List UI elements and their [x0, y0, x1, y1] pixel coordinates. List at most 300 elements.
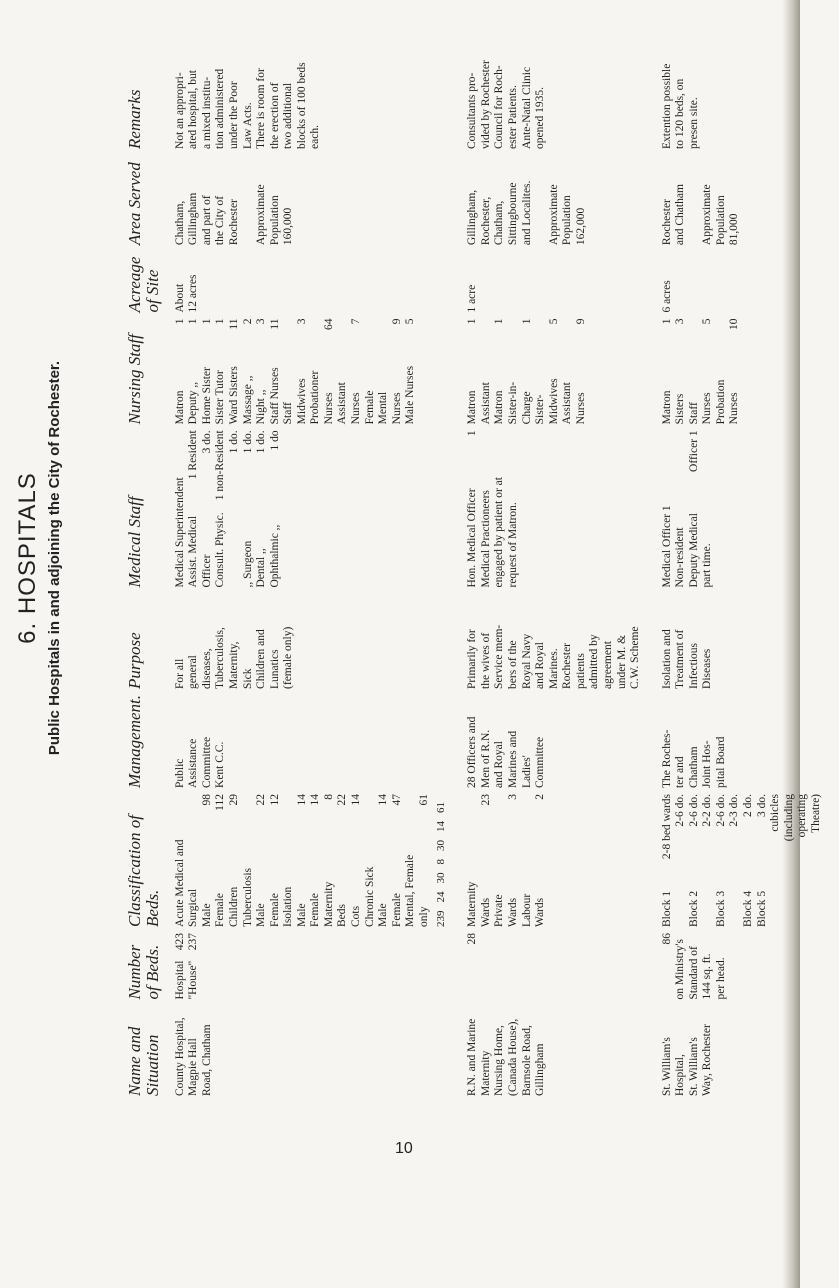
- pair-value: 98: [200, 793, 213, 806]
- cell-line: ated hospital, but: [187, 70, 200, 149]
- cell-management: [464, 691, 658, 790]
- cell-line: Gillingham,: [466, 189, 479, 246]
- cell-pair: [507, 319, 521, 425]
- pair-label: Chronic Sick: [363, 866, 376, 927]
- pair-label: only: [417, 906, 430, 927]
- pair-label: Sisters: [674, 393, 687, 425]
- pair-value: 28: [466, 932, 479, 945]
- cell-line: admitted by: [588, 634, 601, 689]
- cell-line: Ladies': [520, 755, 533, 788]
- cell-area-served: [464, 151, 658, 247]
- pair-label: Assist. Medical: [187, 515, 200, 588]
- cell-pair: [269, 319, 283, 425]
- cell-pair: [187, 933, 201, 1000]
- pair-label: [674, 924, 688, 927]
- cell-pair: [255, 430, 269, 587]
- pair-label: Massage ,,: [241, 375, 254, 425]
- cell-pair: [507, 430, 521, 587]
- cell-line: Rochester,: [479, 196, 492, 246]
- pair-label: Isolation: [282, 886, 295, 927]
- cell-line: Population: [561, 195, 574, 246]
- cell-area-served: [172, 151, 465, 247]
- cell-line: Chatham,: [173, 200, 186, 246]
- cell-pair: [796, 794, 810, 927]
- cell-line: the erection of: [268, 82, 281, 149]
- cell-line: blocks of 100 beds: [295, 62, 308, 149]
- cell-pair: [742, 794, 756, 927]
- cell-line: Primarily for: [466, 629, 479, 689]
- cell-line: Children and: [255, 629, 268, 689]
- pair-label: Female: [268, 893, 281, 927]
- cell-line: St. William's: [660, 1037, 673, 1096]
- cell-line: presen site.: [687, 97, 700, 149]
- cell-line: Rochester: [227, 199, 240, 246]
- pair-label: Female: [363, 390, 376, 425]
- pair-label: Labour: [520, 893, 533, 927]
- pair-value: 3: [255, 318, 268, 325]
- table-row: [659, 28, 839, 1098]
- cell-pair: [521, 794, 535, 927]
- pair-value: 12: [268, 793, 281, 806]
- cell-pair: [404, 319, 418, 425]
- rotated-page: [8, 8, 822, 1108]
- pair-value: 2: [241, 318, 254, 325]
- cell-nursing-staff: [464, 315, 658, 427]
- cell-line: Isolation and: [660, 629, 673, 689]
- cell-pair: [701, 430, 715, 587]
- cell-line: Gillingham: [534, 1043, 547, 1096]
- cell-line: R.N. and Marine: [466, 1018, 479, 1096]
- pair-value: 1 do.: [255, 430, 268, 454]
- cell-pair: [701, 794, 715, 927]
- cell-pair: [255, 319, 269, 425]
- cell-line: Extention possible: [660, 63, 673, 149]
- pair-label: Assistant: [561, 382, 574, 425]
- pair-value: Officer 1: [687, 430, 700, 472]
- cell-line: Approximate: [547, 184, 560, 246]
- pair-label: Children: [227, 886, 240, 927]
- pair-label: Male: [200, 903, 213, 927]
- cell-pair: [377, 319, 391, 425]
- cell-line: Kent C.C.: [214, 741, 227, 788]
- cell-pair: [661, 319, 675, 425]
- cell-line: pital Board: [714, 736, 727, 788]
- pair-label: engaged by patient or at: [493, 477, 506, 588]
- cell-area-served: [659, 151, 839, 247]
- cell-pair: [466, 430, 480, 587]
- pair-label: [810, 924, 824, 927]
- cell-line: Assistance: [187, 738, 200, 788]
- pair-label: Hon. Medical Officer: [466, 488, 479, 588]
- cell-line: St. William's: [687, 1037, 700, 1096]
- pair-label: Matron: [173, 390, 186, 425]
- cell-line: Chatham,: [493, 200, 506, 246]
- pair-label: Block 3: [714, 890, 727, 927]
- cell-line: diseases,: [200, 648, 213, 689]
- cell-pair: [661, 933, 675, 1000]
- cell-pair: [350, 319, 364, 425]
- pair-label: Surgical: [187, 888, 200, 927]
- pair-value: Theatre): [809, 793, 822, 833]
- pair-value: 3 do.: [755, 793, 768, 817]
- cell-line: Road, Chatham: [200, 1024, 213, 1096]
- class-total: 61: [435, 801, 448, 813]
- pair-label: Mental, Female: [404, 854, 417, 927]
- table-row: [172, 28, 465, 1098]
- page-heading: [8, 8, 63, 1108]
- pair-label: Ward Sisters: [227, 366, 240, 425]
- cell-line: bers of the: [507, 640, 520, 689]
- cell-classification: [172, 790, 465, 929]
- hospitals-table: [126, 28, 839, 1098]
- pair-label: Wards: [534, 897, 547, 927]
- class-total: 239: [435, 910, 448, 927]
- cell-pair: [480, 319, 494, 425]
- pair-value: 1 do.: [241, 430, 254, 454]
- pair-label: Matron: [660, 390, 673, 425]
- pair-value: 9: [390, 318, 403, 325]
- pair-label: Dental ,,: [255, 548, 268, 588]
- cell-pair: [391, 319, 405, 425]
- pair-label: [769, 924, 783, 927]
- pair-label: [783, 924, 797, 927]
- pair-label: Charge: [520, 391, 533, 425]
- pair-value: 2-8 bed wards: [660, 793, 673, 860]
- pair-label: Staff: [687, 402, 700, 425]
- cell-name: [172, 1002, 465, 1098]
- cell-line: 162,000: [574, 207, 587, 246]
- pair-label: [796, 924, 810, 927]
- cell-line: Magpie Hall: [187, 1038, 200, 1096]
- pair-label: Block 2: [687, 890, 700, 927]
- cell-pair: [350, 794, 364, 927]
- cell-nursing-staff: [172, 315, 465, 427]
- cell-line: Royal Navy: [520, 633, 533, 689]
- cell-nursing-staff: [659, 315, 839, 427]
- cell-line: tion administered: [214, 68, 227, 149]
- cell-line: and Royal: [493, 741, 506, 788]
- table-body: [172, 28, 839, 1098]
- cell-purpose: [464, 590, 658, 691]
- pair-label: part time.: [701, 543, 714, 588]
- cell-line: patients: [574, 653, 587, 689]
- cell-pair: [201, 319, 215, 425]
- cell-line: under the Poor: [227, 81, 240, 149]
- cell-pair: [548, 319, 562, 425]
- cell-line: 81,000: [728, 213, 741, 246]
- cell-pair: [309, 794, 323, 927]
- col-header-area: Area Served: [125, 162, 144, 246]
- pair-label: Male Nurses: [404, 365, 417, 425]
- pair-label: Sister Tutor: [214, 370, 227, 425]
- cell-pair: [769, 794, 783, 927]
- cell-line: general: [187, 655, 200, 689]
- cell-line: Service mem-: [493, 624, 506, 689]
- pair-label: Medical Superintendent: [173, 477, 186, 588]
- pair-label: Mental: [377, 391, 390, 425]
- pair-label: Nurses: [574, 392, 587, 425]
- pair-label: Midwives: [547, 378, 560, 425]
- cell-line: Public: [173, 758, 186, 788]
- cell-line: Law Acts.: [241, 102, 254, 149]
- cell-line: agreement: [601, 641, 614, 689]
- pair-value: 11: [268, 318, 281, 330]
- cell-pair: [282, 794, 296, 927]
- cell-pair: [728, 319, 742, 425]
- cell-line: C.W. Scheme: [629, 626, 642, 689]
- pair-value: 3: [674, 318, 687, 325]
- pair-value: 61: [417, 793, 430, 806]
- pair-value: 5: [547, 318, 560, 325]
- cell-purpose: [172, 590, 465, 691]
- cell-pair: [336, 319, 350, 425]
- cell-line: Diseases: [701, 648, 714, 689]
- cell-pair: [228, 319, 242, 425]
- cell-pair: [661, 430, 675, 587]
- class-total: 14: [435, 820, 448, 832]
- cell-line: each.: [309, 125, 322, 149]
- pair-value: 86: [660, 932, 673, 945]
- pair-label: Assistant: [479, 382, 492, 425]
- cell-pair: [309, 319, 323, 425]
- cell-line: About: [173, 283, 186, 313]
- cell-line: vided by Rochester: [479, 60, 492, 149]
- cell-line: Way, Rochester: [701, 1024, 714, 1096]
- cell-pair: [187, 319, 201, 425]
- pair-label: Medical Officer 1: [660, 505, 673, 588]
- cell-pair: [242, 319, 256, 425]
- cell-line: Treatment of: [674, 629, 687, 689]
- pair-value: 1: [187, 318, 200, 325]
- cell-classification: [464, 790, 658, 929]
- cell-line: Sittingbourne: [507, 182, 520, 246]
- cell-line: Rochester: [561, 642, 574, 689]
- cell-remarks: [172, 28, 465, 151]
- pair-value: 8: [322, 793, 335, 800]
- cell-line: Population: [714, 195, 727, 246]
- col-header-acreage: Acreage of Site: [125, 256, 162, 313]
- pair-label: [466, 997, 480, 1000]
- cell-pair: [336, 794, 350, 927]
- cell-line: For all: [173, 658, 186, 689]
- cell-line: Approximate: [701, 184, 714, 246]
- cell-line: Barnsole Road,: [520, 1025, 533, 1096]
- pair-value: 23: [479, 793, 492, 806]
- cell-line: Committee: [200, 736, 213, 788]
- pair-label: 144 sq. ft.: [701, 953, 714, 1000]
- cell-pair: [364, 794, 378, 927]
- col-header-medical-staff: Medical Staff: [125, 496, 144, 588]
- pair-label: Nurses: [322, 392, 335, 425]
- cell-pair: [701, 319, 715, 425]
- pair-label: Sister-: [534, 394, 547, 425]
- cell-line: and Localites.: [520, 180, 533, 246]
- cell-line: two additional: [282, 82, 295, 149]
- pair-value: 10: [728, 318, 741, 331]
- cell-number: [659, 929, 839, 1002]
- cell-line: Gillingham: [187, 192, 200, 246]
- pair-label: Probationer: [309, 370, 322, 425]
- cell-pair: [756, 794, 770, 927]
- cell-pair: [728, 794, 742, 927]
- cell-pair: [214, 794, 228, 927]
- cell-pair: [688, 933, 702, 1000]
- pair-value: 112: [214, 793, 227, 811]
- cell-pair: [418, 794, 432, 927]
- pair-label: on Ministry's: [674, 938, 687, 1000]
- cell-pair: [404, 794, 418, 927]
- col-header-purpose: Purpose: [125, 632, 144, 689]
- pair-value: 1: [520, 318, 533, 325]
- cell-line: Council for Roch-: [493, 65, 506, 149]
- section-subtitle: Public Hospitals in and adjoining the City of Rochester.: [46, 360, 63, 756]
- cell-pair: [480, 430, 494, 587]
- pair-label: Home Sister: [200, 367, 213, 425]
- pair-value: 1 do.: [227, 430, 240, 454]
- cell-line: Maternity,: [227, 641, 240, 689]
- pair-label: Cots: [350, 905, 362, 927]
- cell-line: Sick: [241, 668, 254, 689]
- pair-value: 1: [214, 318, 227, 325]
- col-header-nursing-staff: Nursing Staff: [125, 334, 144, 425]
- pair-value: operating: [796, 793, 809, 838]
- pair-value: 5: [404, 318, 417, 325]
- cell-pair: [323, 794, 337, 927]
- cell-line: Consultants pro-: [466, 72, 479, 149]
- cell-management: [172, 691, 465, 790]
- cell-line: (female only): [282, 626, 295, 689]
- cell-pair: [228, 430, 242, 587]
- cell-line: 6 acres: [660, 280, 673, 313]
- cell-pair: [174, 933, 188, 1000]
- cell-acreage: [464, 247, 658, 314]
- cell-line: to 120 beds, on: [674, 78, 687, 149]
- pair-label: Sister-in-: [507, 381, 520, 425]
- col-header-classification: Classification of Beds.: [125, 815, 162, 927]
- pair-label: Maternity: [322, 881, 335, 927]
- cell-pair: [466, 319, 480, 425]
- pair-label: Female: [214, 893, 227, 927]
- pair-value: 11: [227, 318, 240, 330]
- cell-line: and Royal: [534, 642, 547, 689]
- pair-value: cubicles: [769, 793, 782, 832]
- pair-label: Consult. Physic.: [214, 512, 227, 588]
- cell-line: and part of: [200, 195, 213, 246]
- cell-line: 12 acres: [187, 274, 200, 313]
- pair-label: Male: [295, 903, 308, 927]
- cell-line: The Roches-: [660, 729, 673, 788]
- cell-line: Not an appropri-: [173, 72, 186, 149]
- pair-label: Deputy Medical: [687, 513, 700, 588]
- cell-pair: [493, 794, 507, 927]
- pair-value: 5: [701, 318, 714, 325]
- cell-line: the wives of: [479, 632, 492, 689]
- cell-line: ter and: [674, 756, 687, 788]
- cell-pair: [174, 430, 188, 587]
- cell-line: Approximate: [255, 184, 268, 246]
- cell-classification: [659, 790, 839, 929]
- pair-value: 423: [173, 932, 186, 951]
- cell-pair: [214, 430, 228, 587]
- pair-label: Block 5: [755, 890, 768, 927]
- cell-line: Chatham: [687, 746, 700, 788]
- cell-line: [534, 155, 548, 245]
- cell-pair: [810, 794, 824, 927]
- pair-value: 1 Resident: [187, 430, 200, 480]
- cell-pair: [282, 319, 296, 425]
- pair-label: [228, 585, 242, 588]
- pair-label: Assistant: [336, 382, 349, 425]
- cell-pair: [187, 430, 201, 587]
- cell-pair: [701, 933, 715, 1000]
- cell-pair: [674, 794, 688, 927]
- class-total: 30: [435, 839, 448, 851]
- pair-value: 14: [377, 793, 390, 806]
- cell-pair: [661, 794, 675, 927]
- pair-label: Private: [493, 894, 506, 927]
- header-row: [126, 28, 172, 1098]
- cell-pair: [255, 794, 269, 927]
- pair-label: Block 4: [742, 890, 755, 927]
- cell-pair: [466, 933, 480, 1000]
- pair-label: Wards: [507, 897, 520, 927]
- pair-value: 1 non-Resident: [214, 430, 227, 501]
- col-header-remarks: Remarks: [125, 89, 144, 149]
- pair-label: ,, Surgeon: [241, 540, 254, 588]
- cell-remarks: [659, 28, 839, 151]
- section-title: 6. HOSPITALS: [14, 472, 41, 644]
- cell-line: Committee: [534, 736, 547, 788]
- pair-label: Night ,,: [255, 389, 268, 425]
- class-total: 30: [435, 872, 448, 884]
- pair-value: 9: [574, 318, 587, 325]
- cell-pair: [688, 319, 702, 425]
- cell-pair: [296, 319, 310, 425]
- cell-line: Marines and: [507, 730, 520, 788]
- pair-value: 22: [255, 793, 268, 806]
- cell-line: Infectious: [687, 642, 700, 689]
- pair-value: 3: [295, 318, 308, 325]
- pair-label: Block 1: [660, 890, 673, 927]
- pair-label: Ophthalmic ,,: [268, 524, 281, 588]
- pair-label: Female: [309, 893, 322, 927]
- pair-value: 22: [336, 793, 349, 806]
- pair-label: Female: [390, 893, 403, 927]
- pair-label: Standard of: [687, 946, 700, 1000]
- cell-line: and Chatham: [674, 184, 687, 246]
- cell-line: [688, 155, 702, 245]
- cell-number: [464, 929, 658, 1002]
- cell-pair: [688, 794, 702, 927]
- cell-pair: [783, 794, 797, 927]
- cell-line: a mixed institu-: [200, 76, 213, 149]
- pair-value: 47: [390, 793, 403, 806]
- cell-line: Joint Hos-: [701, 740, 714, 788]
- pair-value: 1: [200, 318, 213, 325]
- cell-line: Marines.: [547, 648, 560, 689]
- cell-pair: [201, 794, 215, 927]
- pair-value: (including: [782, 793, 795, 842]
- cell-pair: [364, 319, 378, 425]
- cell-pair: [534, 319, 548, 425]
- pair-label: Beds: [336, 903, 349, 927]
- cell-pair: [507, 794, 521, 927]
- pair-label: Staff Nurses: [268, 367, 281, 425]
- cell-line: Tuberculosis,: [214, 627, 227, 689]
- pair-label: Deputy ,,: [187, 381, 200, 425]
- pair-label: [728, 924, 742, 927]
- pair-value: 2: [534, 793, 547, 800]
